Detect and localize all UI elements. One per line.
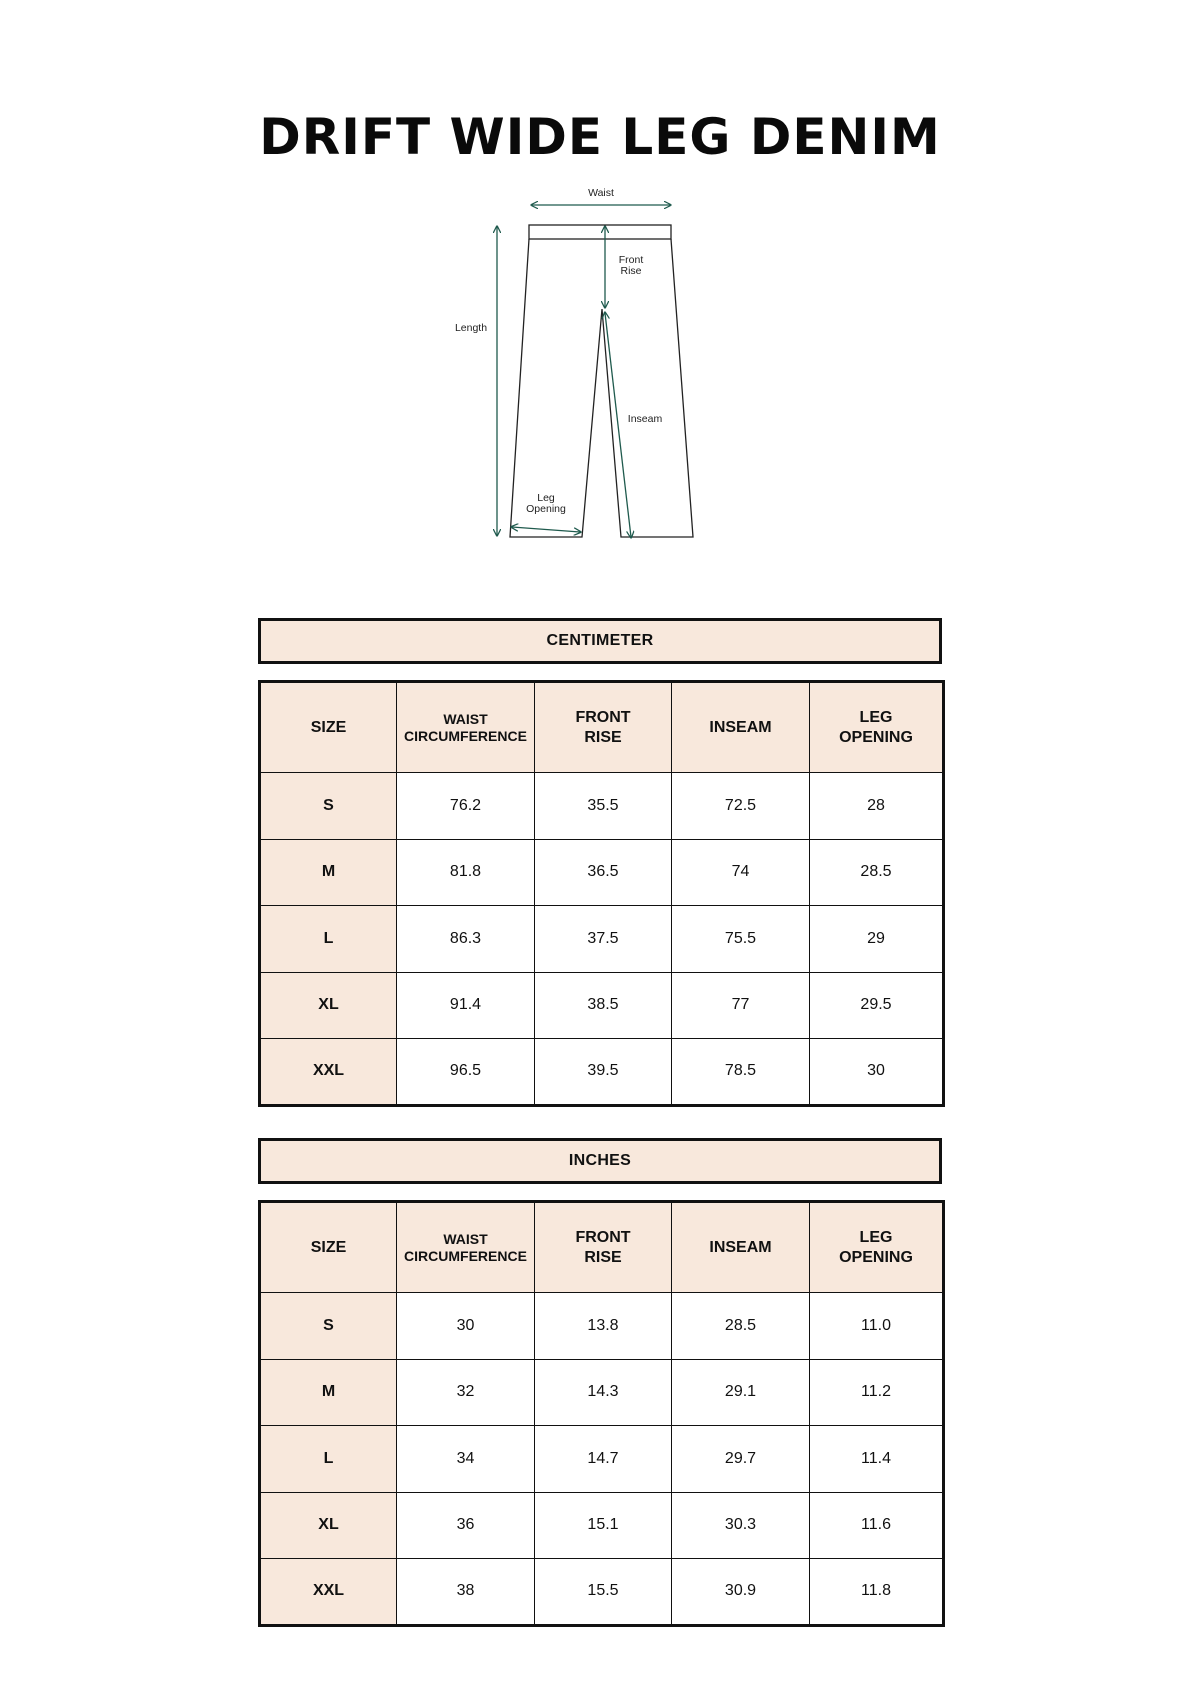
front-rise-cell: 13.8 xyxy=(535,1293,672,1360)
leg-opening-cell: 11.2 xyxy=(810,1359,944,1426)
col-header-size: SIZE xyxy=(260,682,397,773)
size-cell: XXL xyxy=(260,1039,397,1106)
front-rise-cell: 35.5 xyxy=(535,773,672,840)
leg-opening-cell: 11.4 xyxy=(810,1426,944,1493)
col-header-waist: WAIST CIRCUMFERENCE xyxy=(397,1202,535,1293)
waist-cell: 34 xyxy=(397,1426,535,1493)
inseam-label: Inseam xyxy=(627,413,663,425)
table-row xyxy=(260,1359,944,1426)
size-cell: M xyxy=(260,1359,397,1426)
col-header-inseam: INSEAM xyxy=(672,1202,810,1293)
waist-cell: 36 xyxy=(397,1492,535,1559)
size-cell: XL xyxy=(260,1492,397,1559)
size-cell: S xyxy=(260,773,397,840)
inches-size-table xyxy=(258,1200,945,1627)
waist-cell: 81.8 xyxy=(397,839,535,906)
size-cell: L xyxy=(260,1426,397,1493)
table-row xyxy=(260,839,944,906)
waist-cell: 76.2 xyxy=(397,773,535,840)
front-rise-cell: 38.5 xyxy=(535,972,672,1039)
table-row xyxy=(260,972,944,1039)
inseam-cell: 30.3 xyxy=(672,1492,810,1559)
front-rise-cell: 14.3 xyxy=(535,1359,672,1426)
size-cell: M xyxy=(260,839,397,906)
leg-opening-cell: 28 xyxy=(810,773,944,840)
table-row xyxy=(260,1426,944,1493)
inseam-cell: 78.5 xyxy=(672,1039,810,1106)
table-row xyxy=(260,906,944,973)
table-header-row xyxy=(260,1202,944,1293)
waist-cell: 86.3 xyxy=(397,906,535,973)
inseam-cell: 30.9 xyxy=(672,1559,810,1626)
length-label: Length xyxy=(454,322,488,334)
waist-label: Waist xyxy=(588,187,614,199)
col-header-size: SIZE xyxy=(260,1202,397,1293)
table-row xyxy=(260,1492,944,1559)
inseam-cell: 77 xyxy=(672,972,810,1039)
front-rise-cell: 39.5 xyxy=(535,1039,672,1106)
col-header-waist: WAIST CIRCUMFERENCE xyxy=(397,682,535,773)
front-rise-cell: 15.1 xyxy=(535,1492,672,1559)
table-row xyxy=(260,1293,944,1360)
front-rise-cell: 36.5 xyxy=(535,839,672,906)
waist-cell: 38 xyxy=(397,1559,535,1626)
inseam-cell: 72.5 xyxy=(672,773,810,840)
front-rise-cell: 15.5 xyxy=(535,1559,672,1626)
leg-opening-label-1: Leg xyxy=(537,492,555,504)
waist-cell: 91.4 xyxy=(397,972,535,1039)
leg-opening-cell: 29 xyxy=(810,906,944,973)
leg-opening-arrow xyxy=(512,527,580,532)
centimeter-heading: CENTIMETER xyxy=(258,618,942,664)
col-header-leg-opening: LEG OPENING xyxy=(810,1202,944,1293)
front-rise-cell: 14.7 xyxy=(535,1426,672,1493)
size-cell: L xyxy=(260,906,397,973)
centimeter-size-table xyxy=(258,680,945,1107)
table-row xyxy=(260,773,944,840)
leg-opening-cell: 11.0 xyxy=(810,1293,944,1360)
inseam-cell: 29.7 xyxy=(672,1426,810,1493)
size-cell: S xyxy=(260,1293,397,1360)
leg-opening-cell: 28.5 xyxy=(810,839,944,906)
front-rise-label-1: Front xyxy=(618,254,644,266)
waist-cell: 32 xyxy=(397,1359,535,1426)
inseam-cell: 28.5 xyxy=(672,1293,810,1360)
inseam-cell: 75.5 xyxy=(672,906,810,973)
table-row xyxy=(260,1039,944,1106)
col-header-leg-opening: LEG OPENING xyxy=(810,682,944,773)
col-header-front-rise: FRONT RISE xyxy=(535,1202,672,1293)
size-cell: XL xyxy=(260,972,397,1039)
page-title: DRIFT WIDE LEG DENIM xyxy=(259,108,941,166)
table-header-row xyxy=(260,682,944,773)
leg-opening-cell: 11.8 xyxy=(810,1559,944,1626)
inches-heading: INCHES xyxy=(258,1138,942,1184)
col-header-inseam: INSEAM xyxy=(672,682,810,773)
leg-opening-cell: 29.5 xyxy=(810,972,944,1039)
pants-measurement-diagram xyxy=(405,180,800,585)
waist-cell: 96.5 xyxy=(397,1039,535,1106)
inseam-cell: 29.1 xyxy=(672,1359,810,1426)
pants-outline xyxy=(510,225,693,537)
leg-opening-cell: 11.6 xyxy=(810,1492,944,1559)
waist-cell: 30 xyxy=(397,1293,535,1360)
leg-opening-label-2: Opening xyxy=(526,503,566,515)
table-row xyxy=(260,1559,944,1626)
leg-opening-cell: 30 xyxy=(810,1039,944,1106)
inseam-cell: 74 xyxy=(672,839,810,906)
col-header-front-rise: FRONT RISE xyxy=(535,682,672,773)
size-cell: XXL xyxy=(260,1559,397,1626)
front-rise-cell: 37.5 xyxy=(535,906,672,973)
front-rise-label-2: Rise xyxy=(620,265,642,277)
